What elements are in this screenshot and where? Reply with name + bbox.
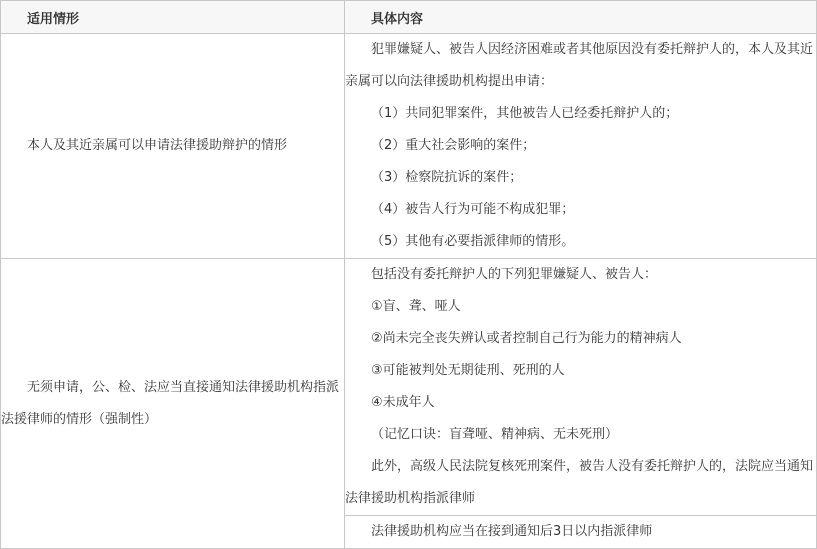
header-specific-content: 具体内容 bbox=[345, 1, 817, 34]
table-row bbox=[1, 34, 817, 259]
list-item: ②尚未完全丧失辨认或者控制自己行为能力的精神病人 bbox=[371, 331, 682, 346]
list-item: （5）其他有必要指派律师的情形。 bbox=[371, 234, 575, 249]
category-text: 本人及其近亲属可以申请法律援助辩护的情形 bbox=[27, 138, 288, 153]
list-item: ③可能被判处无期徒刑、死刑的人 bbox=[371, 363, 565, 378]
list-item: （2）重大社会影响的案件； bbox=[371, 138, 536, 153]
extra-note: 此外，高级人民法院复核死刑案件，被告人没有委托辩护人的，法院应当通知法律援助机构指派律师 bbox=[345, 459, 814, 506]
list-item: ④未成年人 bbox=[371, 395, 435, 410]
category-cell-self-apply bbox=[1, 34, 345, 259]
list-item: （4）被告人行为可能不构成犯罪； bbox=[371, 202, 575, 217]
list-item: （记忆口诀：盲聋哑、精神病、无未死刑） bbox=[371, 427, 619, 442]
header-applicable-situation: 适用情形 bbox=[1, 1, 345, 34]
table-row bbox=[1, 259, 817, 516]
category-cell-mandatory bbox=[1, 259, 345, 549]
list-item: （3）检察院抗诉的案件； bbox=[371, 170, 523, 185]
list-item: （1）共同犯罪案件，其他被告人已经委托辩护人的； bbox=[371, 106, 679, 121]
table-header-row bbox=[1, 1, 817, 34]
content-cell-deadline bbox=[345, 516, 817, 549]
category-text: 无须申请，公、检、法应当直接通知法律援助机构指派法援律师的情形（强制性） bbox=[1, 379, 340, 427]
content-cell-self-apply bbox=[345, 34, 817, 259]
deadline-text: 法律援助机构应当在接到通知后3日以内指派律师 bbox=[371, 524, 653, 539]
content-cell-mandatory bbox=[345, 259, 817, 516]
list-item: ①盲、聋、哑人 bbox=[371, 299, 461, 314]
intro-text: 包括没有委托辩护人的下列犯罪嫌疑人、被告人： bbox=[371, 267, 658, 282]
intro-text: 犯罪嫌疑人、被告人因经济困难或者其他原因没有委托辩护人的，本人及其近亲属可以向法律援助机构提出申请： bbox=[345, 42, 814, 89]
